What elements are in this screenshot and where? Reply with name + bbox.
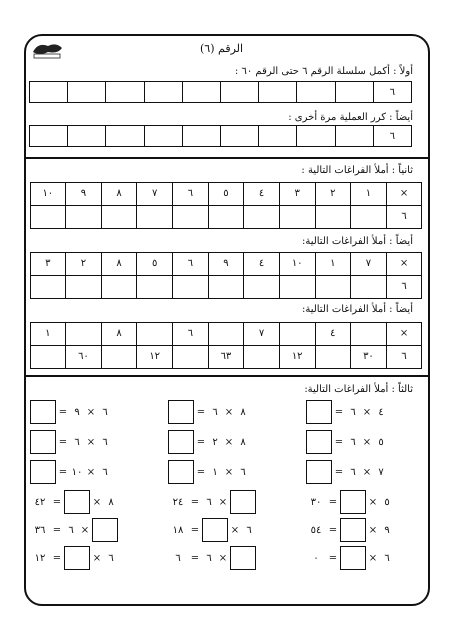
- table-value-cell: ٣٠: [350, 345, 387, 369]
- table-value-cell: ١٠: [279, 252, 316, 276]
- table-value-cell: ٩: [65, 182, 102, 206]
- operand-a: ٦: [102, 466, 108, 478]
- table-value-cell: ٢: [315, 182, 352, 206]
- times-header-cell: ×: [386, 252, 423, 276]
- operand-b: ٦: [74, 436, 80, 448]
- product-value: ١٨: [172, 524, 184, 536]
- times-sign: ×: [92, 496, 102, 508]
- series-blank-cell[interactable]: [105, 125, 144, 147]
- section1-instruction-2: أيضاً : كرر العملية مرة أخرى :: [288, 112, 413, 123]
- series-blank-cell[interactable]: [182, 81, 221, 103]
- left-missing-factor-equation: [30, 490, 118, 514]
- table-blank-cell[interactable]: [30, 275, 67, 299]
- equals-sign: =: [58, 466, 68, 478]
- multiplication-table-1: [30, 182, 422, 228]
- multiplication-table-3: [30, 322, 422, 368]
- table-value-cell: ٥: [136, 252, 173, 276]
- table-value-cell: ٧: [243, 322, 280, 346]
- answer-box[interactable]: [30, 460, 56, 484]
- operand-b: ٦: [212, 406, 218, 418]
- multiplier-cell: ٦: [386, 275, 423, 299]
- times-sign: ×: [224, 436, 234, 448]
- mid-missing-factor-equation: [168, 546, 256, 570]
- table-value-cell: ٢: [65, 252, 102, 276]
- times-sign: ×: [218, 552, 228, 564]
- table-value-cell: ٤: [315, 322, 352, 346]
- missing-factor-box[interactable]: [230, 490, 256, 514]
- table-value-cell: ٣: [30, 252, 67, 276]
- answer-box[interactable]: [168, 400, 194, 424]
- equals-sign: =: [52, 496, 62, 508]
- equals-sign: =: [328, 552, 338, 564]
- product-value: ٥٤: [310, 524, 322, 536]
- missing-factor-box[interactable]: [64, 490, 90, 514]
- table-value-cell: ٨: [101, 182, 138, 206]
- operand-a: ٦: [246, 524, 252, 536]
- table-blank-cell[interactable]: [172, 275, 209, 299]
- section2-instruction-3: أيضاً : أملأ الفراغات التالية:: [301, 304, 413, 315]
- equals-sign: =: [190, 496, 200, 508]
- series-blank-cell[interactable]: [258, 81, 297, 103]
- answer-box[interactable]: [168, 460, 194, 484]
- product-value: ٠: [313, 552, 319, 564]
- section2-instruction-2: أيضاً : أملأ الفراغات التالية:: [301, 236, 413, 247]
- mid-equation: [168, 430, 250, 454]
- table-value-cell: ٦: [172, 252, 209, 276]
- mid-missing-factor-equation: [168, 518, 256, 542]
- operand-a: ٩: [384, 524, 390, 536]
- equals-sign: =: [52, 524, 62, 536]
- series-blank-cell[interactable]: [220, 125, 259, 147]
- table-blank-cell[interactable]: [350, 322, 387, 346]
- table-value-cell: ٦: [172, 322, 209, 346]
- table-blank-cell[interactable]: [65, 275, 102, 299]
- table-value-cell: ٦: [172, 182, 209, 206]
- table-value-cell: ٨: [101, 322, 138, 346]
- operand-b: ٢: [212, 436, 218, 448]
- equals-sign: =: [334, 406, 344, 418]
- operand-a: ٦: [102, 436, 108, 448]
- equals-sign: =: [52, 552, 62, 564]
- operand-b: ٦: [206, 496, 212, 508]
- series-start-cell: ٦: [373, 81, 412, 103]
- table-blank-cell[interactable]: [30, 205, 67, 229]
- operand-b: ٩: [74, 406, 80, 418]
- right-missing-factor-equation: [306, 546, 394, 570]
- answer-box[interactable]: [306, 460, 332, 484]
- equals-sign: =: [196, 436, 206, 448]
- table-value-cell: ٦٣: [208, 345, 245, 369]
- operand-b: ١: [212, 466, 218, 478]
- table-blank-cell[interactable]: [208, 205, 245, 229]
- times-header-cell: ×: [386, 182, 423, 206]
- times-sign: ×: [362, 406, 372, 418]
- table-blank-cell[interactable]: [315, 345, 352, 369]
- table-blank-cell[interactable]: [243, 205, 280, 229]
- right-equation: [306, 430, 388, 454]
- left-missing-factor-equation: [30, 546, 118, 570]
- series-blank-cell[interactable]: [182, 125, 221, 147]
- operand-a: ٥: [378, 436, 384, 448]
- times-header-cell: ×: [386, 322, 423, 346]
- table-blank-cell[interactable]: [208, 275, 245, 299]
- table-value-cell: ٤: [243, 252, 280, 276]
- table-value-cell: ١٢: [279, 345, 316, 369]
- series-blank-cell[interactable]: [144, 125, 183, 147]
- table-value-cell: ١: [350, 182, 387, 206]
- series-blank-cell[interactable]: [67, 125, 106, 147]
- series-start-cell: ٦: [373, 125, 412, 147]
- operand-a: ٦: [240, 466, 246, 478]
- operand-b: ٦: [350, 436, 356, 448]
- missing-factor-box[interactable]: [64, 546, 90, 570]
- operand-a: ٨: [240, 406, 246, 418]
- table-value-cell: ١٢: [136, 345, 173, 369]
- equals-sign: =: [334, 466, 344, 478]
- multiplication-table-2: [30, 252, 422, 298]
- table-blank-cell[interactable]: [350, 205, 387, 229]
- table-blank-cell[interactable]: [315, 275, 352, 299]
- table-blank-cell[interactable]: [279, 205, 316, 229]
- times-sign: ×: [86, 436, 96, 448]
- right-equation: [306, 460, 388, 484]
- table-blank-cell[interactable]: [243, 275, 280, 299]
- table-blank-cell[interactable]: [30, 345, 67, 369]
- equals-sign: =: [328, 496, 338, 508]
- table-blank-cell[interactable]: [101, 345, 138, 369]
- table-blank-cell[interactable]: [136, 322, 173, 346]
- times-sign: ×: [362, 466, 372, 478]
- series-blank-cell[interactable]: [67, 81, 106, 103]
- answer-box[interactable]: [30, 430, 56, 454]
- times-sign: ×: [80, 524, 90, 536]
- right-missing-factor-equation: [306, 490, 394, 514]
- product-value: ٦: [175, 552, 181, 564]
- answer-box[interactable]: [306, 430, 332, 454]
- times-sign: ×: [224, 406, 234, 418]
- mid-equation: [168, 400, 250, 424]
- operand-b: ٦: [68, 524, 74, 536]
- series-blank-cell[interactable]: [144, 81, 183, 103]
- left-equation: [30, 460, 112, 484]
- operand-b: ٦: [350, 406, 356, 418]
- operand-b: ١٠: [71, 466, 83, 478]
- answer-box[interactable]: [30, 400, 56, 424]
- times-sign: ×: [368, 496, 378, 508]
- operand-a: ٦: [102, 406, 108, 418]
- table-blank-cell[interactable]: [136, 275, 173, 299]
- series-blank-cell[interactable]: [335, 81, 374, 103]
- section-divider-2: [24, 375, 430, 377]
- operand-a: ٦: [384, 552, 390, 564]
- equals-sign: =: [196, 466, 206, 478]
- left-missing-factor-equation: [30, 518, 118, 542]
- logo-icon: [30, 40, 66, 60]
- table-value-cell: ١: [315, 252, 352, 276]
- equals-sign: =: [190, 524, 200, 536]
- operand-b: ٦: [206, 552, 212, 564]
- operand-a: ٧: [378, 466, 384, 478]
- series-blank-cell[interactable]: [29, 125, 68, 147]
- table-value-cell: ٣: [279, 182, 316, 206]
- table-value-cell: ١٠: [30, 182, 67, 206]
- table-blank-cell[interactable]: [101, 205, 138, 229]
- product-value: ٣٦: [34, 524, 46, 536]
- operand-b: ٦: [350, 466, 356, 478]
- equals-sign: =: [196, 406, 206, 418]
- times-sign: ×: [86, 466, 96, 478]
- multiplier-cell: ٦: [386, 205, 423, 229]
- table-blank-cell[interactable]: [243, 345, 280, 369]
- equals-sign: =: [190, 552, 200, 564]
- equals-sign: =: [334, 436, 344, 448]
- missing-factor-box[interactable]: [340, 490, 366, 514]
- missing-factor-box[interactable]: [230, 546, 256, 570]
- table-value-cell: ١: [30, 322, 67, 346]
- operand-a: ٨: [240, 436, 246, 448]
- product-value: ٢٤: [172, 496, 184, 508]
- answer-box[interactable]: [168, 430, 194, 454]
- times-sign: ×: [362, 436, 372, 448]
- times-sign: ×: [92, 552, 102, 564]
- times-sign: ×: [224, 466, 234, 478]
- right-equation: [306, 400, 388, 424]
- table-blank-cell[interactable]: [65, 322, 102, 346]
- product-value: ٤٢: [34, 496, 46, 508]
- operand-a: ٤: [378, 406, 384, 418]
- times-sign: ×: [218, 496, 228, 508]
- mid-equation: [168, 460, 250, 484]
- operand-a: ٥: [384, 496, 390, 508]
- table-blank-cell[interactable]: [65, 205, 102, 229]
- table-blank-cell[interactable]: [172, 205, 209, 229]
- table-blank-cell[interactable]: [101, 275, 138, 299]
- table-value-cell: ٤: [243, 182, 280, 206]
- left-equation: [30, 430, 112, 454]
- missing-factor-box[interactable]: [340, 546, 366, 570]
- table-value-cell: ٧: [350, 252, 387, 276]
- series-blank-cell[interactable]: [335, 125, 374, 147]
- product-value: ١٢: [34, 552, 46, 564]
- section2-instruction-1: ثانياً : أملأ الفراغات التالية :: [301, 165, 413, 176]
- product-value: ٣٠: [310, 496, 322, 508]
- table-blank-cell[interactable]: [350, 275, 387, 299]
- series-blank-cell[interactable]: [105, 81, 144, 103]
- series-blank-cell[interactable]: [258, 125, 297, 147]
- operand-a: ٦: [108, 552, 114, 564]
- table-value-cell: ٦٠: [65, 345, 102, 369]
- series-blank-cell[interactable]: [296, 81, 335, 103]
- table-blank-cell[interactable]: [315, 205, 352, 229]
- series-row-2: [30, 126, 412, 147]
- series-row-1: [30, 82, 412, 103]
- missing-factor-box[interactable]: [202, 518, 228, 542]
- table-blank-cell[interactable]: [136, 205, 173, 229]
- times-sign: ×: [368, 524, 378, 536]
- table-blank-cell[interactable]: [279, 322, 316, 346]
- multiplier-cell: ٦: [386, 345, 423, 369]
- table-blank-cell[interactable]: [172, 345, 209, 369]
- times-sign: ×: [368, 552, 378, 564]
- section1-instruction-1: أولاً : أكمل سلسلة الرقم ٦ حتى الرقم ٦٠ :: [234, 66, 413, 77]
- table-value-cell: ٩: [208, 252, 245, 276]
- page-title: الرقم (٦): [200, 42, 244, 55]
- section3-instruction: ثالثاً : أملأ الفراغات التالية:: [304, 384, 413, 395]
- section-divider-1: [24, 157, 430, 159]
- series-blank-cell[interactable]: [29, 81, 68, 103]
- answer-box[interactable]: [306, 400, 332, 424]
- table-blank-cell[interactable]: [279, 275, 316, 299]
- mid-missing-factor-equation: [168, 490, 256, 514]
- series-blank-cell[interactable]: [220, 81, 259, 103]
- operand-a: ٨: [108, 496, 114, 508]
- left-equation: [30, 400, 112, 424]
- times-sign: ×: [86, 406, 96, 418]
- equals-sign: =: [328, 524, 338, 536]
- missing-factor-box[interactable]: [92, 518, 118, 542]
- series-blank-cell[interactable]: [296, 125, 335, 147]
- times-sign: ×: [230, 524, 240, 536]
- right-missing-factor-equation: [306, 518, 394, 542]
- equals-sign: =: [58, 436, 68, 448]
- table-blank-cell[interactable]: [208, 322, 245, 346]
- equals-sign: =: [58, 406, 68, 418]
- table-value-cell: ٥: [208, 182, 245, 206]
- missing-factor-box[interactable]: [340, 518, 366, 542]
- table-value-cell: ٨: [101, 252, 138, 276]
- table-value-cell: ٧: [136, 182, 173, 206]
